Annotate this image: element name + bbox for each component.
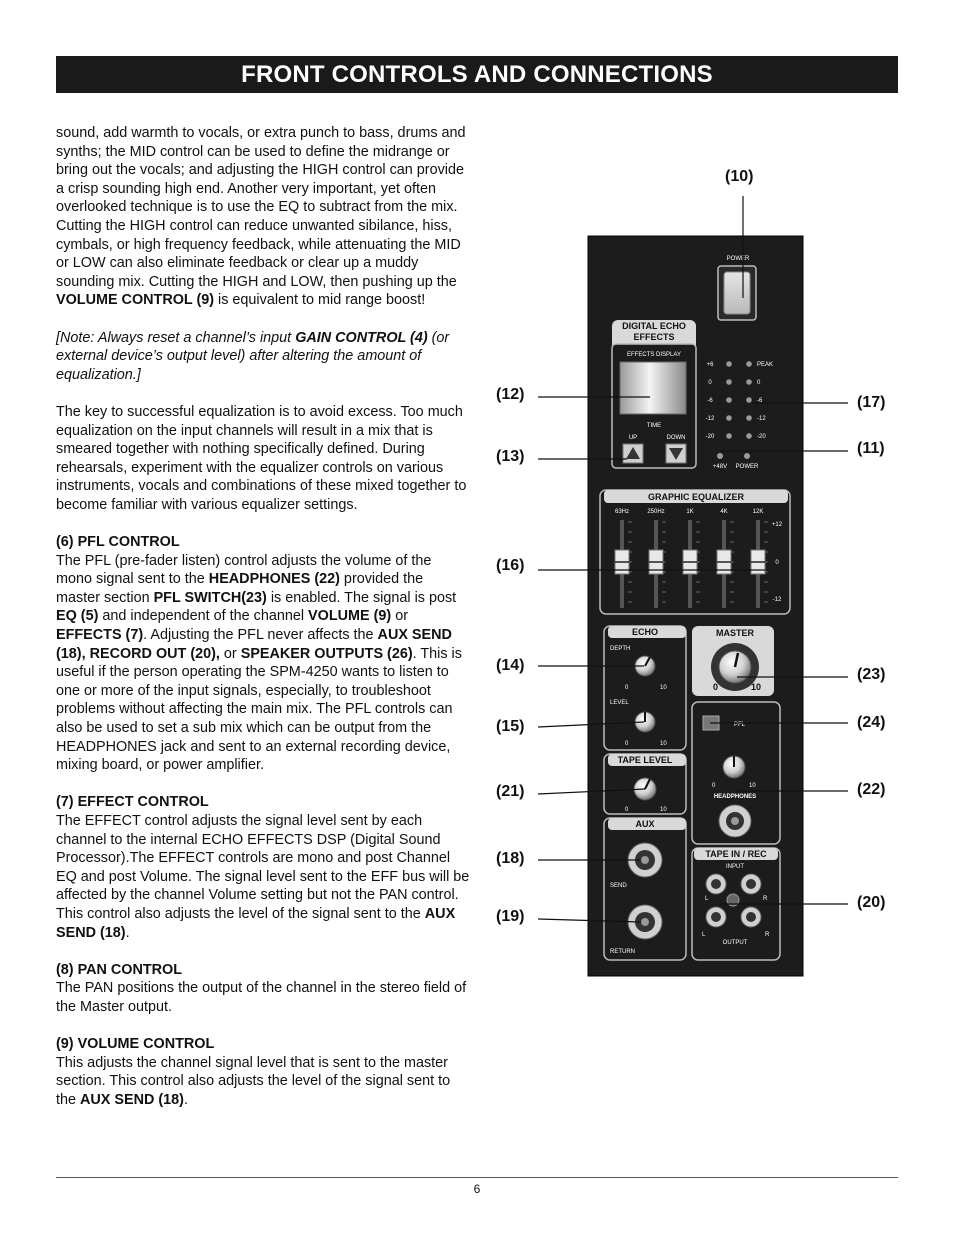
echo-section-title: ECHO — [631, 627, 659, 637]
meter-left-label: -20 — [705, 434, 715, 440]
headphones-label: HEADPHONES — [713, 794, 757, 800]
tape-input-r-label: R — [763, 896, 768, 902]
level-min-label: 0 — [625, 741, 629, 747]
page-title: FRONT CONTROLS AND CONNECTIONS — [56, 56, 898, 93]
phantom-power-label: +48V — [712, 464, 728, 470]
note-paragraph: [Note: Always reset a channel’s input GAIN CONTROL (4) (or external device’s output level) after altering the amount of equalization.] — [56, 329, 450, 383]
power-led-label: POWER — [735, 464, 759, 470]
heading-pan-control: (8) PAN CONTROL — [56, 961, 183, 978]
up-label: UP — [628, 435, 638, 441]
tape-level-title: TAPE LEVEL — [617, 755, 673, 765]
echo-effects-title-2: EFFECTS — [633, 332, 675, 342]
master-section-title: MASTER — [716, 628, 754, 638]
meter-led-right — [746, 397, 752, 403]
callout-10: (10) — [725, 168, 754, 185]
time-label: TIME — [646, 423, 662, 429]
effects-display-label: EFFECTS DISPLAY — [627, 352, 681, 358]
callout-14: (14) — [496, 657, 525, 674]
meter-left-label: -12 — [705, 416, 715, 422]
meter-right-label: 0 — [757, 380, 761, 386]
down-label: DOWN — [666, 435, 686, 441]
power-switch[interactable] — [724, 272, 750, 314]
geq-band-label: 1K — [686, 509, 694, 515]
meter-right-label: -12 — [757, 416, 766, 422]
geq-band-label: 12K — [752, 509, 764, 515]
page-number: 6 — [473, 1182, 481, 1196]
geq-band-label: 4K — [720, 509, 728, 515]
geq-scale-mid: 0 — [775, 560, 779, 566]
paragraph-volume-control: This adjusts the channel signal level that is sent to the master section. This control also adjusts the level of the signal sent to the AUX SEND (18). — [56, 1054, 451, 1108]
footer-rule — [56, 1177, 898, 1178]
callout-11: (11) — [857, 440, 885, 457]
callout-20: (20) — [857, 894, 886, 911]
graphic-eq-title: GRAPHIC EQUALIZER — [647, 492, 745, 502]
paragraph-eq-excess: The key to successful equalization is to avoid excess. Too much equalization on the input channels will result in a mix that is smeared together with nothing specifically defined. During rehearsals, experiment with the equalizer controls on various instruments, vocals and combinations of these mixed together to become familiar with various equalizer settings. — [56, 403, 467, 513]
phantom-power-led — [717, 453, 723, 459]
pfl-label: PFL — [734, 722, 746, 728]
callout-16: (16) — [496, 557, 525, 574]
meter-led-left — [726, 415, 732, 421]
geq-band-label: 250Hz — [647, 509, 665, 515]
tape-output-l-label: L — [702, 932, 706, 938]
aux-return-label: RETURN — [610, 949, 635, 955]
heading-pfl-control: (6) PFL CONTROL — [56, 534, 180, 551]
meter-led-left — [726, 433, 732, 439]
power-led — [744, 453, 750, 459]
paragraph-pan-control: The PAN positions the output of the channel in the stereo field of the Master output. — [56, 980, 467, 1015]
callout-13: (13) — [496, 448, 525, 465]
depth-min-label: 0 — [625, 685, 629, 691]
meter-right-label: -6 — [757, 398, 763, 404]
paragraph-pfl-control: The PFL (pre-fader listen) control adjusts the volume of the mono signal sent to the HEADPHONES (22) provided the master section PFL SWITCH(23) is enabled. The signal is post EQ (5) and independent of the channel VOLUME (9) or EFFECTS (7). Adjusting the PFL never affects the AUX SEND (18), RECORD OUT (20), or SPEAKER OUTPUTS (26). This is useful if the person operating the SPM-4250 wants to listen to one or more of the input signals, especially, to troubleshoot problems without affecting the main mix. The PFL controls can also be used to set a sub mix which can be output from the HEADPHONES jack and sent to an external recording device, mixing board, or power amplifier. — [56, 552, 462, 774]
meter-led-left — [726, 397, 732, 403]
meter-led-left — [726, 379, 732, 385]
callout-24: (24) — [857, 714, 886, 731]
master-max-label: 10 — [751, 682, 762, 692]
paragraph-effect-control: The EFFECT control adjusts the signal level sent by each channel to the internal ECHO EFFECTS DSP (Digital Sound Processor).The EFFECT controls are mono and post Channel EQ and post Volume. The signal level sent to the EFF bus will be affected by the channel Volume setting but not the PAN control. This control also adjusts the level of the signal sent to the AUX SEND (18). — [56, 812, 470, 941]
meter-led-right — [746, 415, 752, 421]
level-label: LEVEL — [610, 700, 629, 706]
tape-section-title: TAPE IN / REC — [705, 849, 767, 859]
heading-effect-control: (7) EFFECT CONTROL — [56, 794, 209, 811]
meter-right-label: PEAK — [757, 362, 774, 368]
echo-effects-title-1: DIGITAL ECHO — [622, 321, 686, 331]
tape-output-r-label: R — [765, 932, 770, 938]
headphones-max-label: 10 — [749, 783, 756, 789]
paragraph-eq-intro: sound, add warmth to vocals, or extra punch to bass, drums and synths; the MID control can be used to define the midrange or bring out the vocals; and adjusting the HIGH control can provide a crisp sounding high end. Another very important, yet often overlooked technique is to use the EQ to subtract from the mix. Cutting the HIGH control can reduce unwanted sibilance, hiss, cymbals, or high frequency feedback, while attenuating the MID or LOW can also eliminate feedback or clear up a muddy sounding mix. Cutting the HIGH and LOW, then pushing up the VOLUME CONTROL (9) is equivalent to mid range boost! — [56, 125, 466, 309]
headphones-min-label: 0 — [712, 783, 716, 789]
aux-section-title: AUX — [635, 819, 655, 829]
tape-input-label: INPUT — [726, 864, 744, 870]
meter-left-label: +6 — [706, 362, 714, 368]
tape-level-min-label: 0 — [625, 807, 629, 813]
meter-left-label: 0 — [708, 380, 712, 386]
tape-input-l-label: L — [705, 896, 709, 902]
aux-send-label: SEND — [610, 883, 627, 889]
meter-left-label: -6 — [707, 398, 713, 404]
callout-12: (12) — [496, 386, 525, 403]
callout-17: (17) — [857, 394, 886, 411]
heading-volume-control: (9) VOLUME CONTROL — [56, 1036, 215, 1053]
master-min-label: 0 — [713, 682, 719, 692]
callout-15: (15) — [496, 718, 525, 735]
geq-scale-bottom: -12 — [772, 597, 782, 603]
meter-led-right — [746, 379, 752, 385]
tape-output-label: OUTPUT — [722, 940, 748, 946]
callout-19: (19) — [496, 908, 525, 925]
callout-21: (21) — [496, 783, 525, 800]
effects-display-screen — [620, 362, 686, 414]
meter-led-right — [746, 361, 752, 367]
depth-label: DEPTH — [610, 646, 631, 652]
geq-scale-top: +12 — [771, 522, 783, 528]
callout-22: (22) — [857, 781, 886, 798]
meter-right-label: -20 — [757, 434, 766, 440]
meter-led-right — [746, 433, 752, 439]
callout-23: (23) — [857, 666, 886, 683]
level-max-label: 10 — [660, 741, 667, 747]
depth-max-label: 10 — [660, 685, 667, 691]
callout-18: (18) — [496, 850, 525, 867]
meter-led-left — [726, 361, 732, 367]
power-switch-label: POWER — [726, 256, 750, 262]
tape-level-max-label: 10 — [660, 807, 667, 813]
geq-band-label: 63Hz — [614, 509, 630, 515]
